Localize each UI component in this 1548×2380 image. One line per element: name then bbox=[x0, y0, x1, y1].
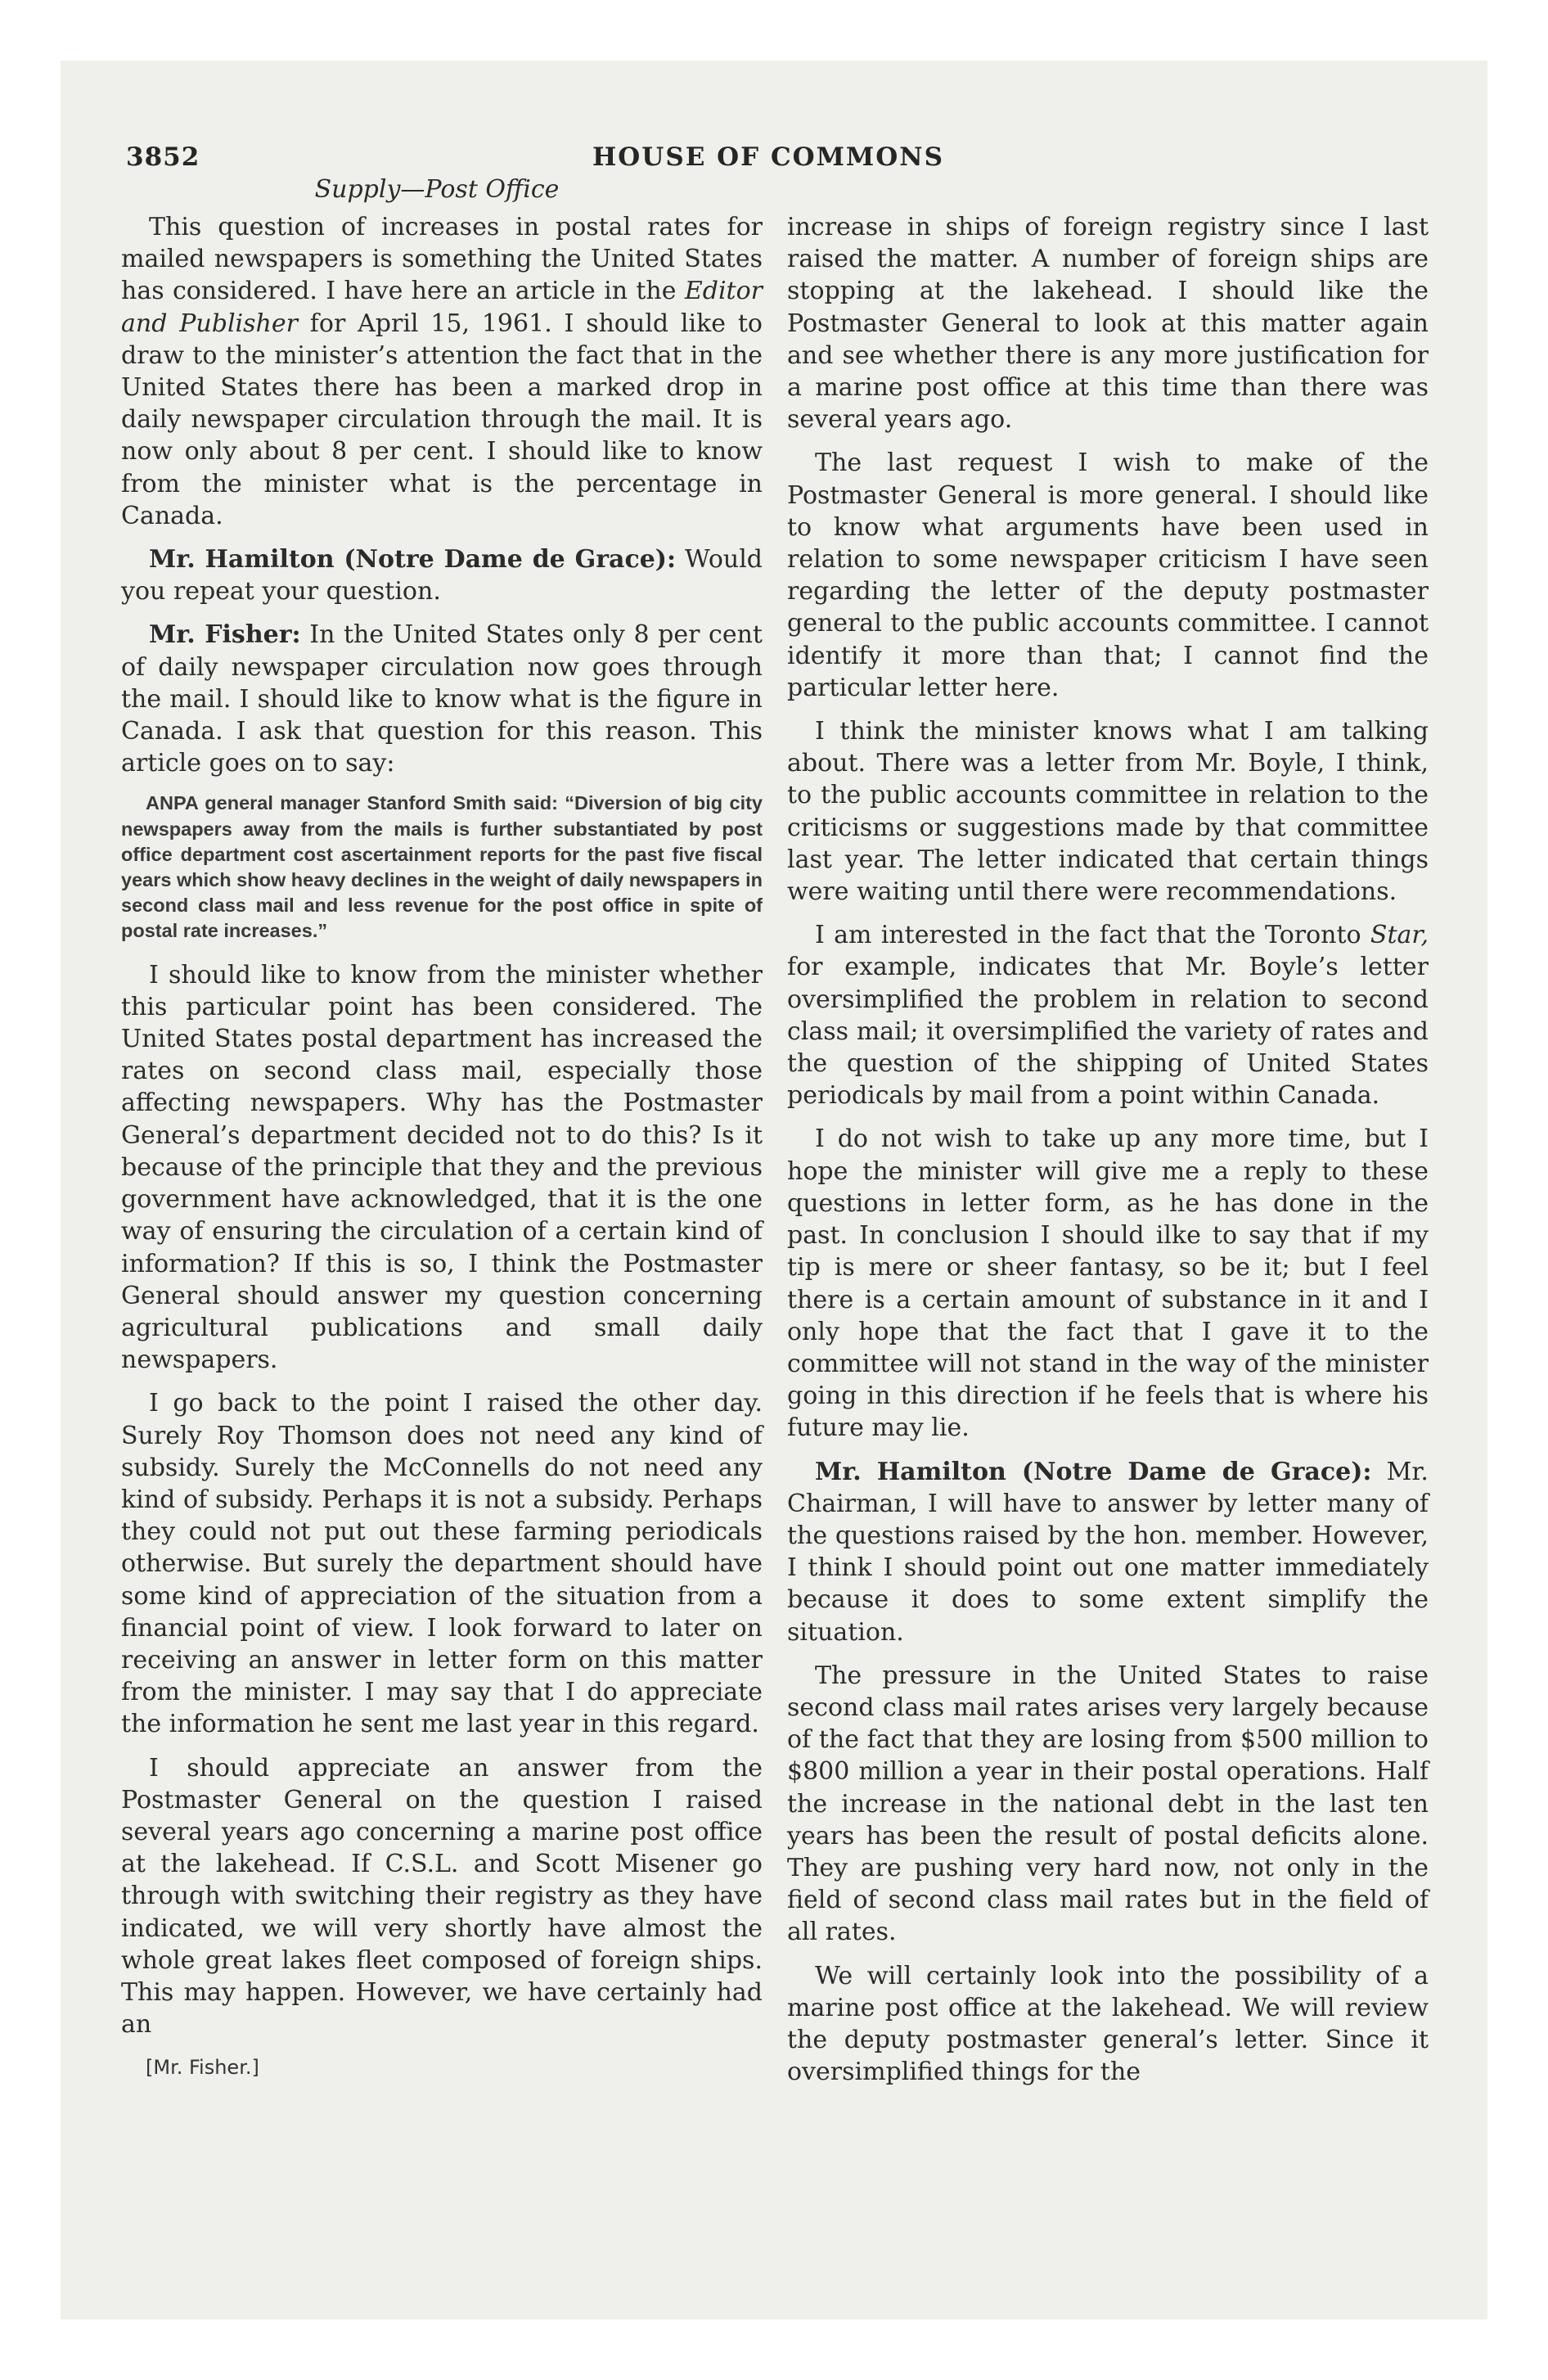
paragraph: I think the minister knows what I am talking about. There was a letter from Mr. Boyle, I think, to the public accounts committee in relation to the criticisms or suggestions made by that committee last year. The letter indicated that certain things were waiting until there were recommendations. bbox=[787, 717, 1429, 907]
paragraph: We will certainly look into the possibility of a marine post office at the lakehead. We will review the deputy postmaster general’s letter. Since it oversimplified things for the bbox=[787, 1961, 1429, 2087]
page-number: 3852 bbox=[126, 142, 200, 172]
left-column bbox=[121, 211, 763, 2085]
paragraph: I do not wish to take up any more time, but I hope the minister will give me a reply to these questions in letter form, as he has done in the past. In conclusion I should ilke to say that if my tip is mere or sheer fantasy, so be it; but I feel there is a certain amount of substance in it and I only hope that the fact that I gave it to the committee will not stand in the way of the minister going in this direction if he feels that is where his future may lie. bbox=[787, 1125, 1429, 1443]
speaker-attribution: [Mr. Fisher.] bbox=[146, 2056, 259, 2080]
paragraph: I should like to know from the minister whether this particular point has been considered. The United States postal department has increased the rates on second class mail, especially those affecting newspapers. Why has the Postmaster General’s department decided not to do this? Is it because of the principle that they and the previous government have acknowledged, that it is the one way of ensuring the circulation of a certain kind of information? If this is so, I think the Postmaster General should answer my question concerning agricultural publications and small daily newspapers. bbox=[121, 960, 763, 1375]
block-quote: ANPA general manager Stanford Smith said: “Diversion of big city newspapers away from the mails is further substantiated by post office department cost ascertainment reports for the past five fiscal years which show heavy declines in the weight of daily newspapers in second class mail and less revenue for the post office in spite of postal rate increases.” bbox=[121, 792, 763, 942]
paragraph: The pressure in the United States to raise second class mail rates arises very largely because of the fact that they are losing from $500 million to $800 million a year in their postal operations. Half the increase in the national debt in the last ten years has been the result of postal deficits alone. They are pushing very hard now, not only in the field of second class mail rates but in the field of all rates. bbox=[787, 1661, 1429, 1947]
speaker-name: Mr. Hamilton (Notre Dame de Grace): bbox=[149, 545, 677, 575]
speaker-name: Mr. Fisher: bbox=[149, 620, 301, 650]
paragraph: Mr. Fisher: In the United States only 8 per cent of daily newspaper circulation now goes through the mail. I should like to know what is the figure in Canada. I ask that question for this reason. This article goes on to say: bbox=[121, 620, 763, 778]
running-title: HOUSE OF COMMONS bbox=[592, 142, 944, 172]
paragraph: I should appreciate an answer from the Postmaster General on the question I raised several years ago concerning a marine post office at the lakehead. If C.S.L. and Scott Misener go through with switching their registry as they have indicated, we will very shortly have almost the whole great lakes fleet composed of foreign ships. This may happen. However, we have certainly had an bbox=[121, 1753, 763, 2040]
paragraph: This question of increases in postal rates for mailed newspapers is something the United States has considered. I have here an article in the Editor and Publisher for April 15, 1961. I should like to draw to the minister’s attention the fact that in the United States there has been a marked drop in daily newspaper circulation through the mail. It is now only about 8 per cent. I should like to know from the minister what is the percentage in Canada. bbox=[121, 213, 763, 530]
paragraph: Mr. Hamilton (Notre Dame de Grace): Mr. Chairman, I will have to answer by letter many of the questions raised by the hon. member. However, I think I should point out one matter immediately because it does to some extent simplify the situation. bbox=[787, 1457, 1429, 1647]
page-sheet bbox=[61, 61, 1487, 2319]
paragraph: I go back to the point I raised the other day. Surely Roy Thomson does not need any kind of subsidy. Surely the McConnells do not need any kind of subsidy. Perhaps it is not a subsidy. Perhaps they could not put out these farming periodicals otherwise. But surely the department should have some kind of appreciation of the situation from a financial point of view. I look forward to later on receiving an answer in letter form on this matter from the minister. I may say that I do appreciate the information he sent me last year in this regard. bbox=[121, 1389, 763, 1739]
right-column bbox=[787, 211, 1429, 2099]
paragraph: I am interested in the fact that the Toronto Star, for example, indicates that Mr. Boyle’s letter oversimplified the problem in relation to second class mail; it oversimplified the variety of rates and the question of the shipping of United States periodicals by mail from a point within Canada. bbox=[787, 921, 1429, 1111]
section-heading: Supply—Post Office bbox=[314, 175, 560, 204]
speaker-name: Mr. Hamilton (Notre Dame de Grace): bbox=[815, 1457, 1372, 1486]
paragraph: Mr. Hamilton (Notre Dame de Grace): Would you repeat your question. bbox=[121, 545, 763, 606]
paragraph: increase in ships of foreign registry since I last raised the matter. A number of foreign ships are stopping at the lakehead. I should like the Postmaster General to look at this matter again and see whether there is any more justification for a marine post office at this time than there was several years ago. bbox=[787, 213, 1429, 435]
paragraph: The last request I wish to make of the Postmaster General is more general. I should like to know what arguments have been used in relation to some newspaper criticism I have seen regarding the letter of the deputy postmaster general to the public accounts committee. I cannot identify it more than that; I cannot find the particular letter here. bbox=[787, 449, 1429, 702]
